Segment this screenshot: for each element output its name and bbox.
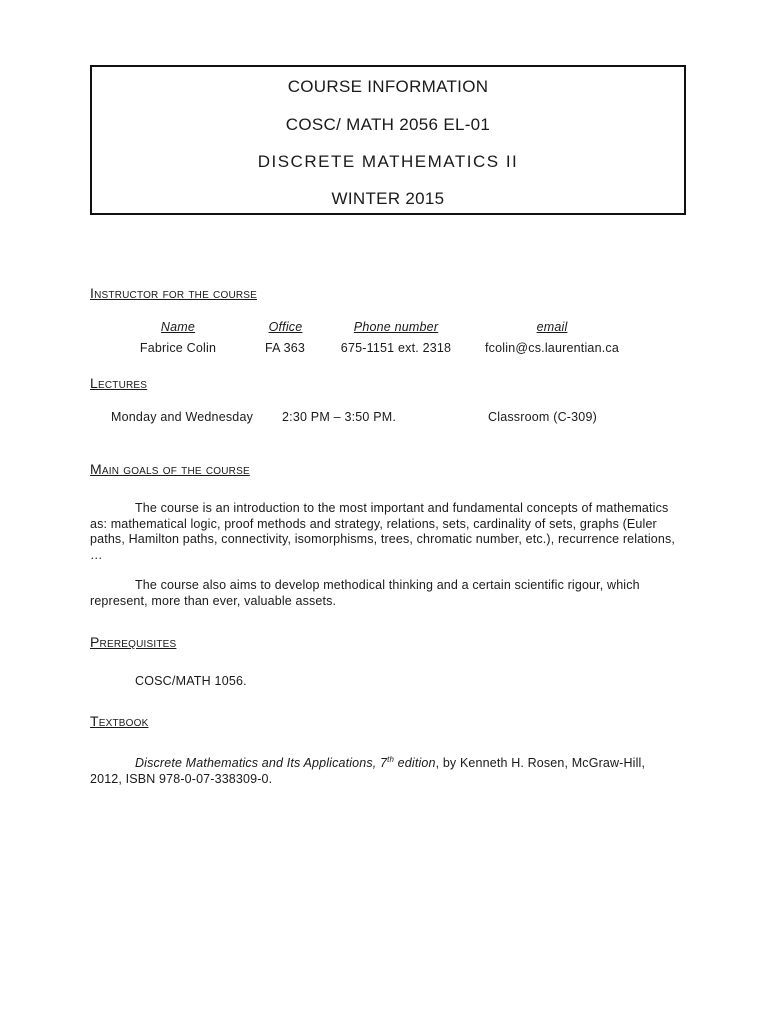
prerequisites-text: COSC/MATH 1056. xyxy=(135,674,247,688)
instructor-phone: 675-1151 ext. 2318 xyxy=(340,341,452,355)
instructor-office: FA 363 xyxy=(264,341,306,355)
goals-paragraph-2-text: The course also aims to develop methodical thinking and a certain scientific rigour, which represent, more than ever, valuable assets. xyxy=(90,578,640,608)
textbook-edition: edition xyxy=(394,756,436,771)
col-header-phone: Phone number xyxy=(353,320,439,334)
instructor-name: Fabrice Colin xyxy=(139,341,217,355)
title-term: WINTER 2015 xyxy=(331,189,445,208)
goals-paragraph-1-text: The course is an introduction to the most important and fundamental concepts of mathematics as: mathematical logic, proof methods and strategy, relations, sets, cardinality of sets, graphs (Euler paths, Hamilton paths, connectivity, isomorphisms, trees, chromatic number, etc.), recurrence relations, … xyxy=(90,501,676,562)
lecture-room: Classroom (C-309) xyxy=(488,410,597,424)
lectures-heading: Lectures xyxy=(90,375,148,391)
instructor-heading: Instructor for the course xyxy=(90,285,258,301)
course-title-box xyxy=(90,65,686,215)
textbook-sup: th xyxy=(387,755,395,764)
goals-paragraph-2 xyxy=(90,578,680,609)
goals-heading: Main goals of the course xyxy=(90,461,250,477)
title-course-name: DISCRETE MATHEMATICS II xyxy=(257,152,519,171)
textbook-heading: Textbook xyxy=(90,713,149,729)
goals-paragraph-1 xyxy=(90,501,680,563)
textbook-title: Discrete Mathematics and Its Applications, 7 xyxy=(135,756,388,771)
instructor-email: fcolin@cs.laurentian.ca xyxy=(484,341,620,355)
lecture-days: Monday and Wednesday xyxy=(111,410,254,424)
col-header-email: email xyxy=(536,320,568,334)
lecture-time: 2:30 PM – 3:50 PM. xyxy=(282,410,397,424)
prerequisites-heading: Prerequisites xyxy=(90,634,177,650)
col-header-name: Name xyxy=(160,320,196,334)
title-course-information: COURSE INFORMATION xyxy=(287,77,489,96)
col-header-office: Office xyxy=(268,320,303,334)
textbook-citation xyxy=(90,752,680,787)
title-course-code: COSC/ MATH 2056 EL-01 xyxy=(285,115,491,134)
textbook-details: , by Kenneth H. Rosen, McGraw-Hill, 2012, ISBN 978-0-07-338309-0. xyxy=(90,756,646,786)
